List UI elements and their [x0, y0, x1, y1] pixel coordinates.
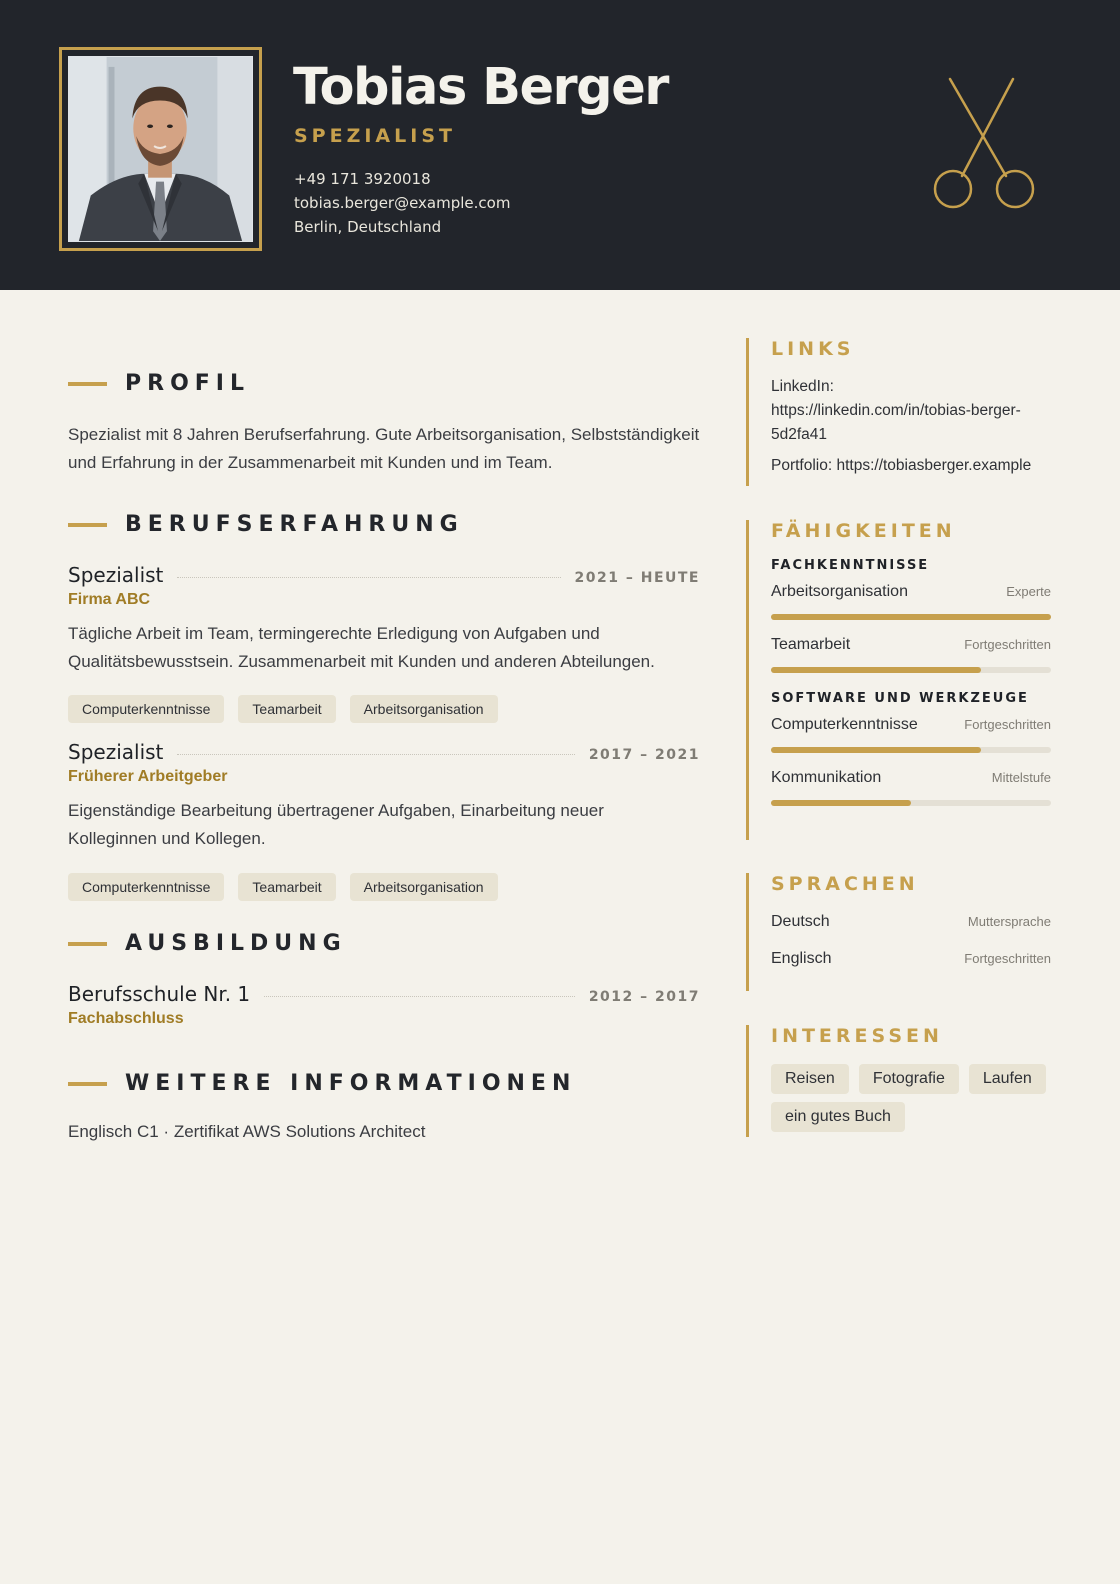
skill-tag: Arbeitsorganisation	[350, 873, 498, 901]
linkedin-url-line[interactable]: https://linkedin.com/in/tobias-berger-	[771, 402, 1021, 419]
job-header	[68, 563, 700, 587]
job-title: Spezialist	[68, 740, 164, 764]
education-dates: 2012 – 2017	[588, 989, 700, 1005]
education-heading	[68, 931, 347, 956]
skill-name: Kommunikation	[771, 769, 882, 786]
skill-name: Computerkenntnisse	[771, 716, 918, 733]
skill-tag: Teamarbeit	[238, 873, 335, 901]
education-header	[68, 982, 700, 1006]
experience-heading	[68, 512, 464, 537]
email-address[interactable]: tobias.berger@example.com	[294, 194, 511, 212]
language-name: Englisch	[771, 950, 832, 967]
language-level: Fortgeschritten	[964, 951, 1051, 966]
dotted-leader	[264, 996, 575, 997]
portrait-illustration	[69, 57, 252, 241]
skill-progress-track	[771, 800, 1051, 806]
portrait-photo	[68, 56, 253, 242]
skill-tag: Teamarbeit	[238, 695, 335, 723]
job-employer: Firma ABC	[68, 591, 151, 608]
heading-accent-bar	[68, 942, 107, 946]
skill-name: Teamarbeit	[771, 636, 851, 653]
phone-number[interactable]: +49 171 3920018	[294, 170, 431, 188]
job-dates: 2021 – HEUTE	[574, 570, 700, 586]
skill-level: Experte	[1006, 584, 1051, 599]
skill-item	[771, 583, 1051, 620]
language-name: Deutsch	[771, 913, 830, 930]
contact-info	[294, 167, 510, 239]
interest-chips	[771, 1064, 1071, 1140]
links-heading: LINKS	[771, 338, 855, 360]
skills-section	[746, 520, 1056, 840]
header	[0, 0, 1120, 290]
photo-frame	[59, 47, 262, 251]
job-title: Spezialist	[68, 563, 164, 587]
languages-section	[746, 873, 1056, 991]
job-description: Tägliche Arbeit im Team, termingerechte Erledigung von Aufgaben und Qualitätsbewusstsein. Zusammenarbeit mit Kunden und anderen Abteilungen.	[68, 624, 655, 671]
dotted-leader	[177, 577, 560, 578]
job-header	[68, 740, 700, 764]
profile-heading-label: PROFIL	[125, 371, 250, 396]
interests-heading: INTERESSEN	[771, 1025, 943, 1047]
job-employer: Früherer Arbeitgeber	[68, 768, 228, 785]
skill-item	[771, 716, 1051, 753]
language-item	[771, 913, 1051, 931]
skill-level: Fortgeschritten	[964, 717, 1051, 732]
skill-progress-fill	[771, 747, 981, 753]
linkedin-label: LinkedIn:	[771, 378, 834, 395]
heading-accent-bar	[68, 523, 107, 527]
skill-progress-fill	[771, 614, 1051, 620]
job-dates: 2017 – 2021	[588, 747, 700, 763]
skill-progress-track	[771, 614, 1051, 620]
job-description: Eigenständige Bearbeitung übertragener Aufgaben, Einarbeitung neuer Kolleginnen und Kollegen.	[68, 801, 604, 848]
linkedin-url[interactable]	[771, 399, 1056, 447]
language-level: Muttersprache	[967, 914, 1051, 929]
dotted-leader	[177, 754, 574, 755]
interest-chip: Reisen	[771, 1064, 849, 1094]
interest-chip: Laufen	[969, 1064, 1046, 1094]
portfolio-link[interactable]: Portfolio: https://tobiasberger.example	[771, 457, 1032, 474]
candidate-title: SPEZIALIST	[294, 125, 456, 147]
skills-heading: FÄHIGKEITEN	[771, 520, 956, 542]
language-item	[771, 950, 1051, 968]
heading-accent-bar	[68, 382, 107, 386]
heading-accent-bar	[68, 1082, 107, 1086]
languages-heading: SPRACHEN	[771, 873, 919, 895]
skill-progress-track	[771, 747, 1051, 753]
links-section	[746, 338, 1056, 486]
experience-heading-label: BERUFSERFAHRUNG	[125, 512, 464, 537]
skill-tag: Computerkenntnisse	[68, 695, 224, 723]
skill-progress-fill	[771, 800, 911, 806]
education-degree: Fachabschluss	[68, 1010, 184, 1027]
skill-item	[771, 769, 1051, 806]
interests-section	[746, 1025, 1056, 1137]
skill-tag: Arbeitsorganisation	[350, 695, 498, 723]
job-tags	[68, 873, 498, 901]
linkedin-url-line[interactable]: 5d2fa41	[771, 426, 828, 443]
school-name: Berufsschule Nr. 1	[68, 982, 251, 1006]
skill-tag: Computerkenntnisse	[68, 873, 224, 901]
skill-progress-fill	[771, 667, 981, 673]
skill-level: Mittelstufe	[991, 770, 1051, 785]
additional-text: Englisch C1 · Zertifikat AWS Solutions Architect	[68, 1122, 426, 1141]
skills-group-title: SOFTWARE UND WERKZEUGE	[771, 691, 1029, 706]
job-tags	[68, 695, 498, 723]
skill-progress-track	[771, 667, 1051, 673]
additional-heading-label: WEITERE INFORMATIONEN	[125, 1071, 577, 1096]
skill-name: Arbeitsorganisation	[771, 583, 908, 600]
additional-heading	[68, 1071, 576, 1096]
scissors-icon	[928, 76, 1048, 216]
skill-item	[771, 636, 1051, 673]
skill-level: Fortgeschritten	[964, 637, 1051, 652]
profile-heading	[68, 371, 250, 396]
skills-group-title: FACHKENNTNISSE	[771, 558, 930, 573]
candidate-name: Tobias Berger	[293, 58, 668, 117]
education-heading-label: AUSBILDUNG	[125, 931, 347, 956]
profile-text: Spezialist mit 8 Jahren Berufserfahrung. Gute Arbeitsorganisation, Selbstständigkeit und Erfahrung in der Zusammenarbeit mit Kunden und im Team.	[68, 425, 700, 472]
interest-chip: ein gutes Buch	[771, 1102, 905, 1132]
interest-chip: Fotografie	[859, 1064, 959, 1094]
location: Berlin, Deutschland	[294, 218, 442, 236]
